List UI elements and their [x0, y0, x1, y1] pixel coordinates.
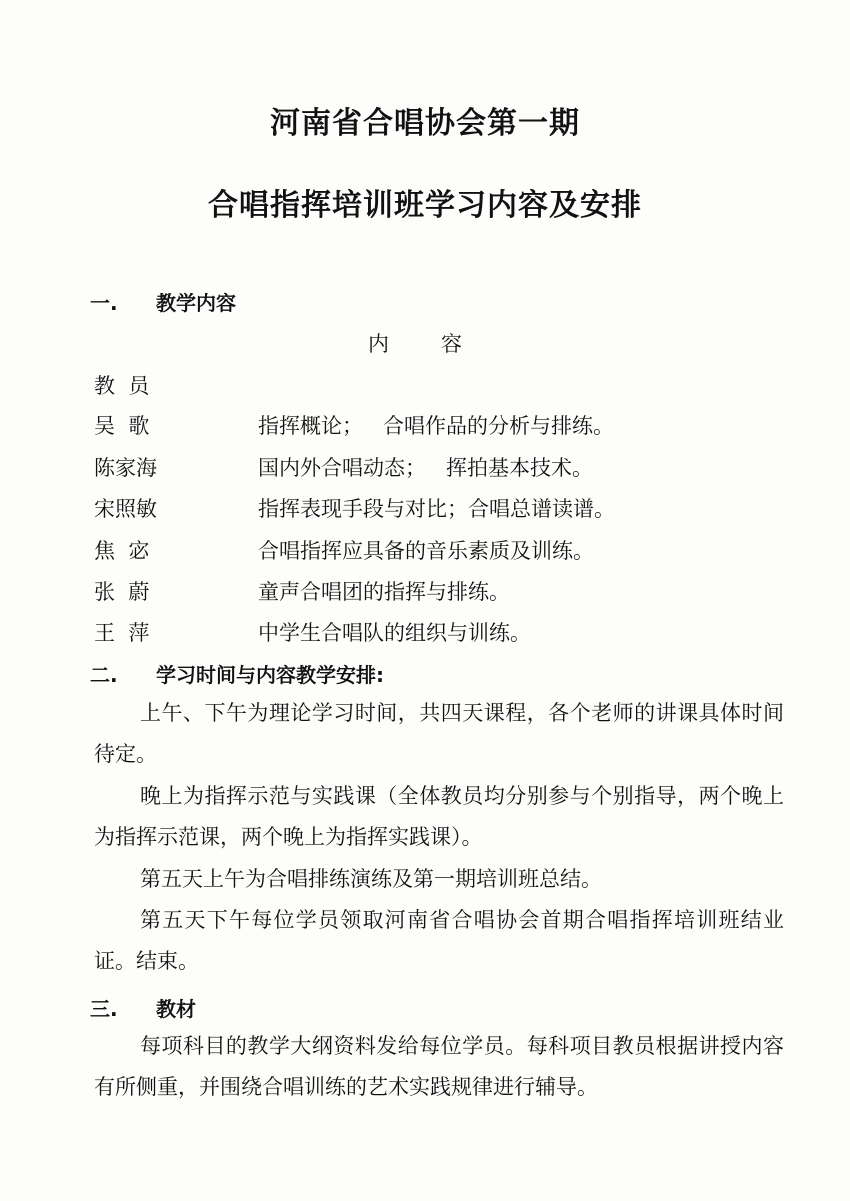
- schedule-paragraph: 上午、下午为理论学习时间，共四天课程，各个老师的讲课具体时间待定。: [94, 701, 784, 766]
- teacher-row: [94, 410, 614, 440]
- content-column-header-char-1: 内: [368, 332, 389, 356]
- materials-paragraph: 每项科目的教学大纲资料发给每位学员。每科项目教员根据讲授内容有所侧重，并围绕合唱训练的艺术实践规律进行辅导。: [94, 1034, 784, 1099]
- section-1-title: 教学内容: [156, 291, 236, 315]
- teacher-row: [94, 576, 510, 606]
- teacher-name: 焦 宓: [94, 539, 150, 563]
- teacher-name: 陈家海: [94, 456, 157, 480]
- section-3-heading: [90, 993, 196, 1022]
- teacher-content: 指挥表现手段与对比；合唱总谱读谱。: [258, 497, 615, 521]
- schedule-paragraph: 晚上为指挥示范与实践课（全体教员均分别参与个别指导，两个晚上为指挥示范课，两个晚上为指挥实践课）。: [94, 784, 784, 849]
- section-3-number: 三.: [90, 997, 118, 1021]
- content-column-header-char-2: 容: [441, 332, 462, 356]
- teacher-name: 张 蔚: [94, 580, 150, 604]
- teacher-content: 国内外合唱动态； 挥拍基本技术。: [258, 456, 594, 480]
- teacher-row: [94, 493, 615, 523]
- content-column-header: [368, 328, 462, 358]
- teacher-name: 王 萍: [94, 621, 150, 645]
- teacher-column-header: 教 员: [94, 374, 150, 398]
- document-title-line-1: 河南省合唱协会第一期: [270, 106, 580, 141]
- section-1-number: 一.: [90, 291, 118, 315]
- teacher-content: 中学生合唱队的组织与训练。: [258, 621, 531, 645]
- teacher-name: 宋照敏: [94, 497, 157, 521]
- document-title-line-2: 合唱指挥培训班学习内容及安排: [208, 188, 642, 223]
- teacher-name: 吴 歌: [94, 414, 150, 438]
- teacher-content: 指挥概论； 合唱作品的分析与排练。: [258, 414, 615, 438]
- schedule-paragraph: 第五天上午为合唱排练演练及第一期培训班总结。: [140, 867, 602, 891]
- teacher-row: [94, 617, 531, 647]
- schedule-paragraph: 第五天下午每位学员领取河南省合唱协会首期合唱指挥培训班结业证。结束。: [94, 908, 784, 973]
- teacher-row: [94, 452, 593, 482]
- section-2-title: 学习时间与内容教学安排:: [156, 663, 384, 687]
- section-1-heading: [90, 287, 236, 316]
- teacher-content: 童声合唱团的指挥与排练。: [258, 580, 510, 604]
- section-2-heading: [90, 659, 384, 688]
- section-2-number: 二.: [90, 663, 118, 687]
- teacher-content: 合唱指挥应具备的音乐素质及训练。: [258, 539, 594, 563]
- section-3-title: 教材: [156, 997, 196, 1021]
- teacher-row: [94, 535, 594, 565]
